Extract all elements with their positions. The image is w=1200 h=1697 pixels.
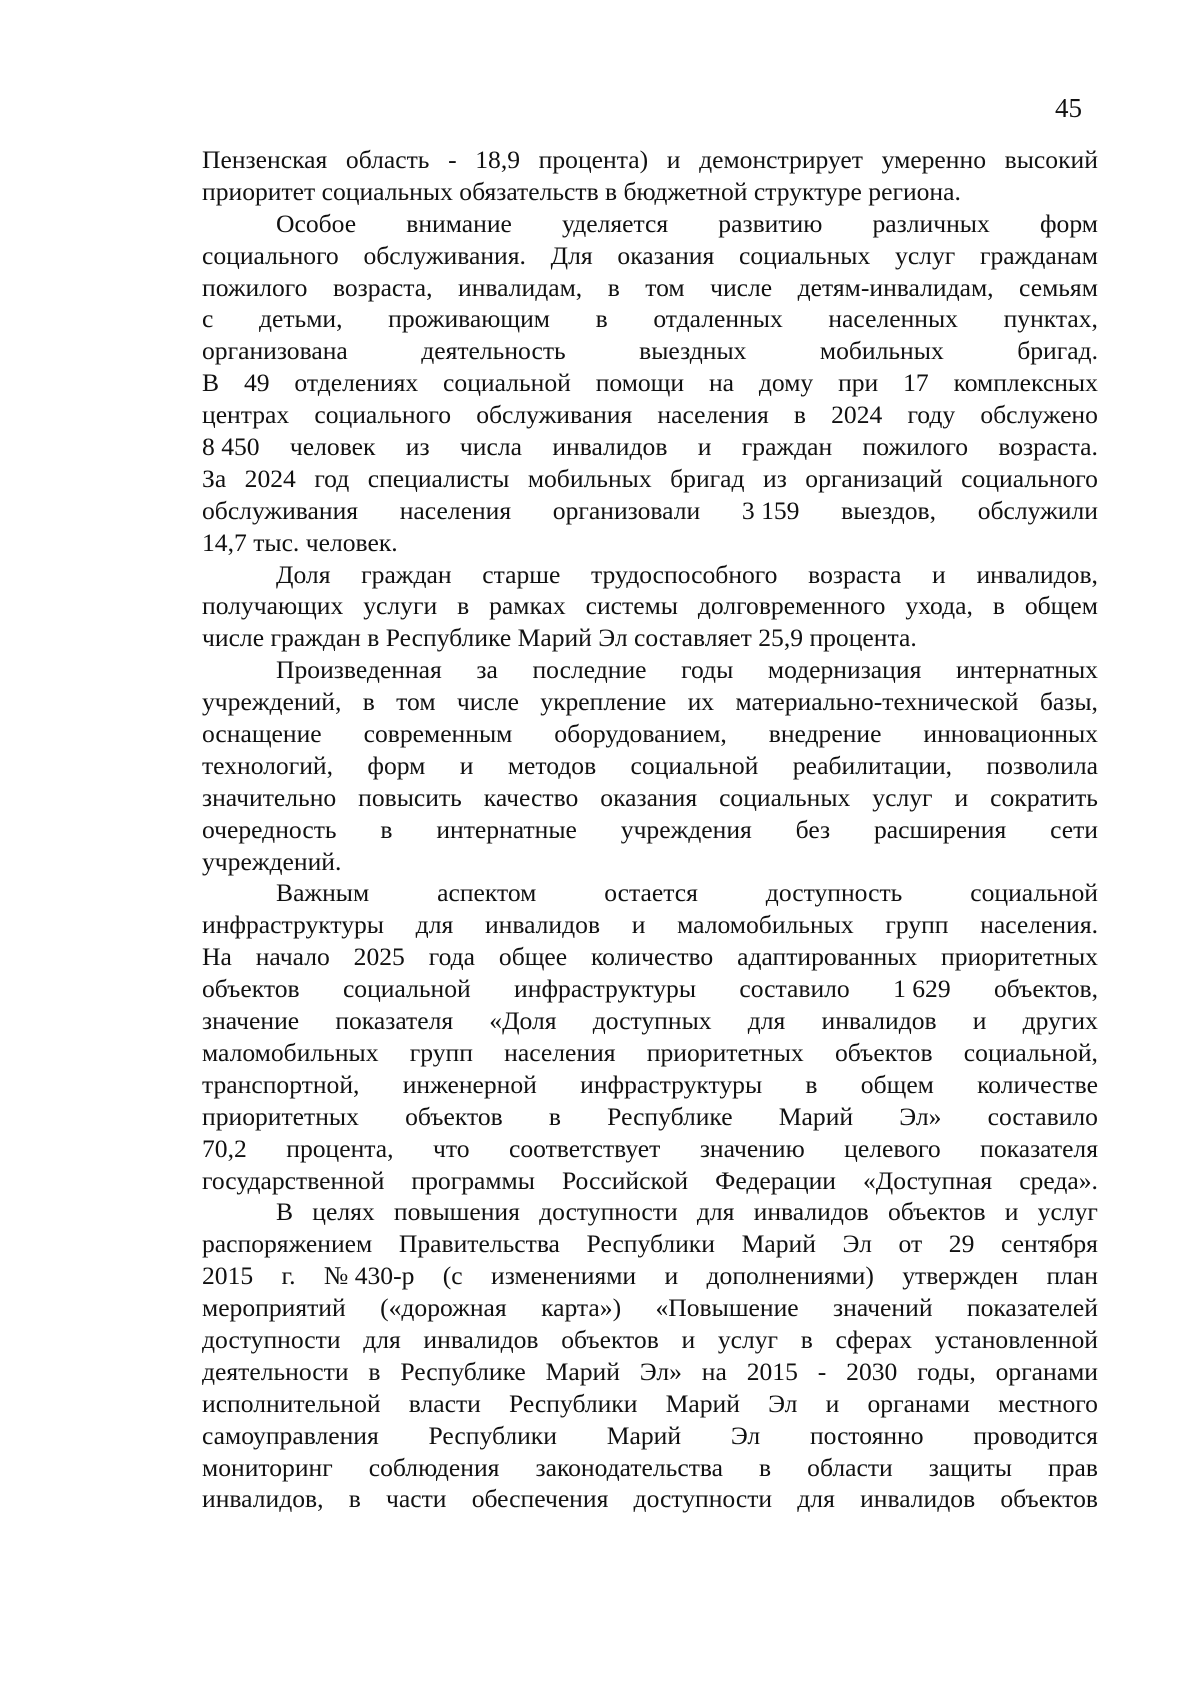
text-line: деятельности в Республике Марий Эл» на 2015 - 2030 годы, органами [202,1356,1098,1386]
page-number: 45 [1055,93,1082,123]
text-line: 70,2 процента, что соответствует значению целевого показателя [202,1133,1098,1163]
text-line: значение показателя «Доля доступных для инвалидов и других [202,1006,1098,1036]
text-line: мероприятий («дорожная карта») «Повышение значений показателей [202,1293,1098,1323]
text-line: доступности для инвалидов объектов и услуг в сферах установленной [202,1324,1098,1354]
text-line: На начало 2025 года общее количество адаптированных приоритетных [202,942,1098,972]
text-line: 2015 г. № 430-р (с изменениями и дополнениями) утвержден план [202,1261,1098,1291]
text-line: Произведенная за последние годы модернизация интернатных [276,655,1098,685]
text-line: государственной программы Российской Федерации «Доступная среда». [202,1165,1098,1195]
text-line: Особое внимание уделяется развитию различных форм [276,208,1098,238]
text-line: инвалидов, в части обеспечения доступности для инвалидов объектов [202,1484,1098,1514]
text-line: учреждений. [202,846,342,876]
text-line: 8 450 человек из числа инвалидов и граждан пожилого возраста. [202,432,1098,462]
text-line: учреждений, в том числе укрепление их материально-технической базы, [202,687,1098,717]
text-line: получающих услуги в рамках системы долговременного ухода, в общем [202,591,1098,621]
text-line: 14,7 тыс. человек. [202,527,398,557]
text-line: технологий, форм и методов социальной реабилитации, позволила [202,750,1098,780]
text-line: оснащение современным оборудованием, внедрение инновационных [202,719,1098,749]
text-line: числе граждан в Республике Марий Эл составляет 25,9 процента. [202,623,917,653]
text-line: В 49 отделениях социальной помощи на дому при 17 комплексных [202,368,1098,398]
text-line: транспортной, инженерной инфраструктуры в общем количестве [202,1069,1098,1099]
text-line: За 2024 год специалисты мобильных бригад из организаций социального [202,463,1098,493]
text-line: социального обслуживания. Для оказания социальных услуг гражданам [202,240,1098,270]
text-line: маломобильных групп населения приоритетных объектов социальной, [202,1037,1098,1067]
text-line: Доля граждан старше трудоспособного возраста и инвалидов, [276,559,1098,589]
text-line: пожилого возраста, инвалидам, в том числе детям-инвалидам, семьям [202,272,1098,302]
text-line: очередность в интернатные учреждения без расширения сети [202,814,1098,844]
text-line: исполнительной власти Республики Марий Эл и органами местного [202,1388,1098,1418]
text-line: значительно повысить качество оказания социальных услуг и сократить [202,782,1098,812]
body-text [202,144,1098,1515]
text-line: В целях повышения доступности для инвалидов объектов и услуг [276,1197,1098,1227]
text-line: Важным аспектом остается доступность социальной [276,878,1098,908]
text-line: объектов социальной инфраструктуры составило 1 629 объектов, [202,974,1098,1004]
text-line: приоритет социальных обязательств в бюджетной структуре региона. [202,176,961,206]
text-line: самоуправления Республики Марий Эл постоянно проводится [202,1420,1098,1450]
text-line: с детьми, проживающим в отдаленных населенных пунктах, [202,304,1098,334]
text-line: обслуживания населения организовали 3 159 выездов, обслужили [202,495,1098,525]
text-line: распоряжением Правительства Республики Марий Эл от 29 сентября [202,1229,1098,1259]
text-line: инфраструктуры для инвалидов и маломобильных групп населения. [202,910,1098,940]
text-line: мониторинг соблюдения законодательства в области защиты прав [202,1452,1098,1482]
text-line: Пензенская область - 18,9 процента) и демонстрирует умеренно высокий [202,145,1098,174]
text-line: центрах социального обслуживания населения в 2024 году обслужено [202,400,1098,430]
text-line: организована деятельность выездных мобильных бригад. [202,336,1098,366]
text-line: приоритетных объектов в Республике Марий Эл» составило [202,1101,1098,1131]
